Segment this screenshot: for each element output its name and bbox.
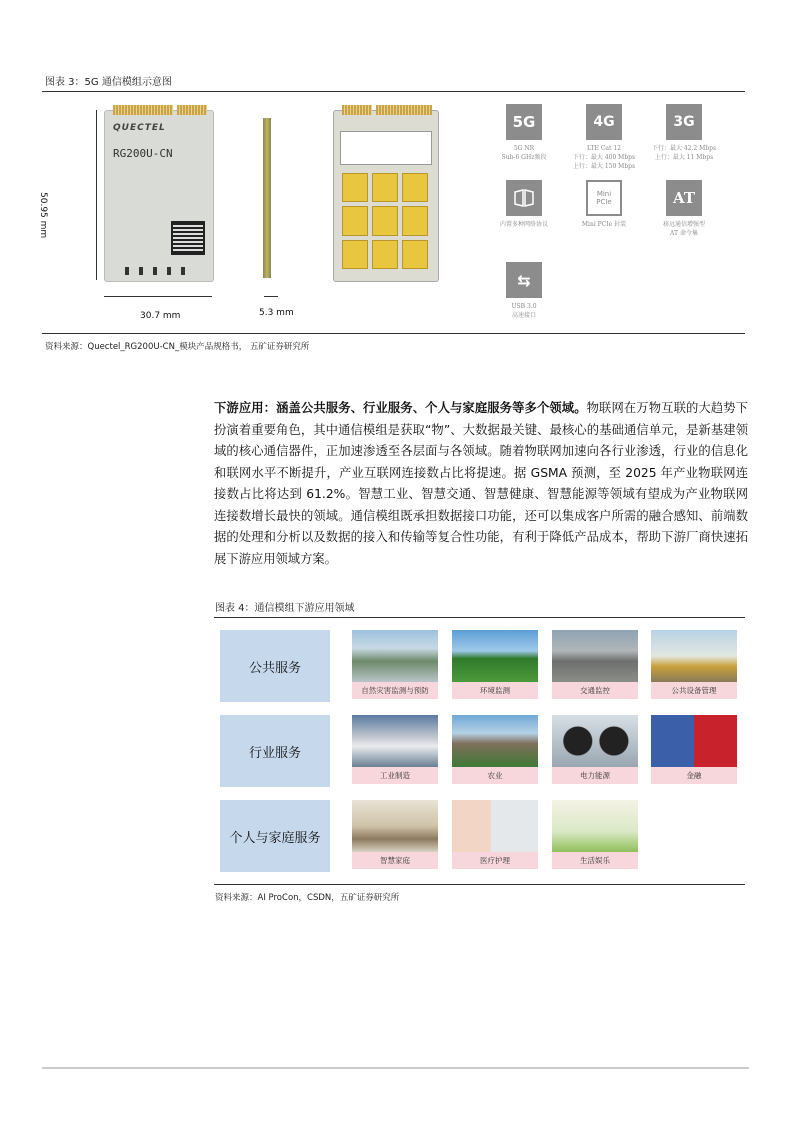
module-front-image (104, 110, 214, 282)
feature-usb (486, 262, 562, 320)
thickness-dimension-label: 5.3 mm (259, 308, 294, 318)
page-footer-rule (42, 1067, 749, 1069)
gold-fingers (113, 105, 173, 115)
feature-minipcie (566, 180, 642, 229)
thickness-dimension-line (264, 296, 278, 297)
figure4-top-rule (214, 617, 745, 618)
feature-3g-line: 上行：最大 11 Mbps (654, 154, 714, 161)
feature-4g (566, 104, 642, 171)
tile-healthcare (452, 800, 538, 869)
photo-fitness-illustration (552, 800, 638, 852)
feature-usb-line: 高速接口 (511, 312, 536, 319)
module-side-image (263, 118, 271, 278)
feature-5g (486, 104, 562, 162)
tile-caption: 交通监控 (552, 682, 638, 699)
3g-hspa-icon: 3G (666, 104, 702, 140)
tile-caption: 自然灾害监测与预防 (352, 682, 438, 699)
feature-at-line: AT 命令集 (670, 230, 698, 237)
tile-caption: 工业制造 (352, 767, 438, 784)
module-pads (125, 267, 195, 275)
feature-5g-line: 5G NR (513, 145, 535, 152)
figure4-caption: 图表 4：通信模组下游应用领域 (215, 603, 355, 614)
photo-dam (352, 630, 438, 682)
row-label-public: 公共服务 (220, 630, 330, 702)
feature-protocol (486, 180, 562, 229)
gold-fingers (177, 105, 207, 115)
module-model: RG200U-CN (113, 147, 173, 160)
figure4-source: 资料来源：AI ProCon，CSDN，五矿证券研究所 (215, 893, 400, 903)
feature-3g (646, 104, 722, 162)
figure4-bottom-rule (214, 884, 745, 885)
module-brand: QUECTEL (113, 123, 166, 133)
gold-pad-grid (342, 173, 428, 269)
feature-5g-line: Sub-6 GHz频段 (501, 154, 547, 161)
tile-public-equipment (651, 630, 737, 699)
width-dimension-line (104, 296, 212, 297)
tile-caption: 智慧家庭 (352, 852, 438, 869)
tile-disaster-monitoring (352, 630, 438, 699)
gold-fingers (376, 105, 432, 115)
tile-traffic-monitoring (552, 630, 638, 699)
photo-highway (552, 630, 638, 682)
feature-minipcie-line: Mini PCIe 封装 (581, 221, 627, 228)
height-dimension-line (96, 110, 97, 280)
feature-at-line: 移远通信增强型 (662, 221, 705, 228)
photo-pos-terminal (651, 715, 737, 767)
feature-4g-line: 下行：最大 400 Mbps (572, 154, 636, 161)
feature-protocol-line: 内置多种网络协议 (499, 221, 548, 228)
qr-code (171, 221, 205, 255)
figure3-bottom-rule (42, 333, 745, 334)
tile-energy (552, 715, 638, 784)
paragraph-lead: 下游应用：涵盖公共服务、行业服务、个人与家庭服务等多个领域。 (214, 401, 587, 415)
tile-entertainment (552, 800, 638, 869)
protocol-icon (506, 180, 542, 216)
usb-icon: ⇆ (506, 262, 542, 298)
tile-caption: 医疗护理 (452, 852, 538, 869)
figure3-top-rule (42, 91, 745, 92)
tile-caption: 金融 (651, 767, 737, 784)
photo-meters (552, 715, 638, 767)
feature-usb-line: USB 3.0 (511, 303, 537, 310)
width-dimension-label: 30.7 mm (140, 311, 181, 321)
tile-caption: 农业 (452, 767, 538, 784)
photo-living-room (352, 800, 438, 852)
tile-caption: 生活娱乐 (552, 852, 638, 869)
4g-lte-icon: 4G (586, 104, 622, 140)
mini-pcie-icon: Mini PCIe (586, 180, 622, 216)
tile-finance (651, 715, 737, 784)
photo-medical-devices (452, 800, 538, 852)
figure3-caption: 图表 3：5G 通信模组示意图 (45, 77, 172, 88)
paragraph-body: 物联网在万物互联的大趋势下扮演着重要角色，其中通信模组是获取“物”、大数据最关键、最核心的基础通信单元，是新基建领域的核心通信器件，正加速渗透至各层面与各领域。随着物联网加速向各行业渗透，行业的信息化和联网水平不断提升，产业互联网连接数占比将提速。据 GSMA 预测，至 2025 年产业物联网连接数占比将达到 61.2%。智慧工业、智慧交通、智慧健康、智慧能源等领域有望成为产业物联网连接数增长最快的领域。通信模组既承担数据接口功能，还可以集成客户所需的融合感知、前端数据的处理和分析以及数据的接入和传输等复合性功能，有利于降低产品成本，帮助下游厂商快速拓展下游应用领域方案。 (214, 401, 748, 566)
module-back-image (333, 110, 439, 282)
row-label-personal: 个人与家庭服务 (220, 800, 330, 872)
feature-at (646, 180, 722, 238)
gold-fingers (342, 105, 372, 115)
feature-4g-line: LTE Cat 12 (587, 145, 621, 152)
tile-environment-monitoring (452, 630, 538, 699)
feature-4g-line: 上行：最大 150 Mbps (572, 163, 636, 170)
photo-factory (352, 715, 438, 767)
body-paragraph (214, 398, 748, 570)
figure3-source: 资料来源：Quectel_RG200U-CN_模块产品规格书， 五矿证券研究所 (45, 342, 310, 352)
tile-caption: 环境监测 (452, 682, 538, 699)
tile-agriculture (452, 715, 538, 784)
at-command-icon: AT (666, 180, 702, 216)
photo-landscape (452, 630, 538, 682)
height-dimension-label: 50.95 mm (38, 192, 48, 239)
tile-caption: 公共设备管理 (651, 682, 737, 699)
module-label-sticker (340, 131, 432, 165)
tile-smart-home (352, 800, 438, 869)
5g-icon: 5G (506, 104, 542, 140)
tile-caption: 电力能源 (552, 767, 638, 784)
feature-3g-line: 下行：最大 42.2 Mbps (651, 145, 717, 152)
photo-farmland (452, 715, 538, 767)
photo-public-equipment (651, 630, 737, 682)
tile-manufacturing (352, 715, 438, 784)
row-label-industry: 行业服务 (220, 715, 330, 787)
